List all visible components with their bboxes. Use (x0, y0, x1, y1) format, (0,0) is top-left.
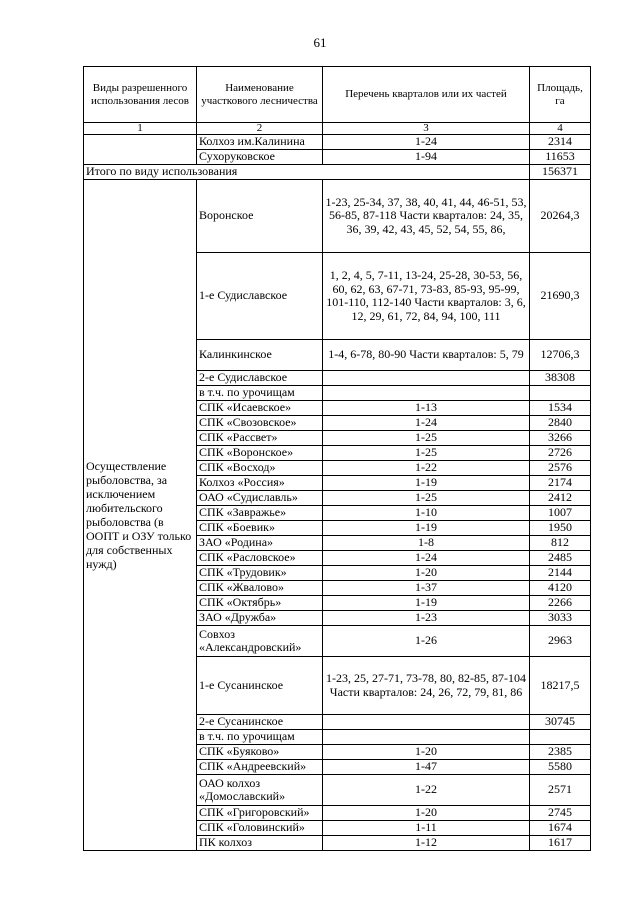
quarters-list: 1-25 (323, 491, 530, 506)
header-area: Площадь, га (530, 67, 591, 123)
area-value: 2963 (530, 626, 591, 657)
area-value (530, 386, 591, 401)
quarters-list: 1-8 (323, 536, 530, 551)
column-number: 2 (197, 123, 323, 135)
subtotal-label: Итого по виду использования (84, 165, 530, 180)
area-value: 2174 (530, 476, 591, 491)
quarters-list (323, 371, 530, 386)
table-row (84, 180, 591, 253)
forest-use-table (83, 66, 591, 851)
quarters-list (323, 715, 530, 730)
table-row (84, 135, 591, 150)
forestry-name: в т.ч. по урочищам (197, 730, 323, 745)
area-value: 1674 (530, 821, 591, 836)
area-value: 1617 (530, 836, 591, 851)
column-number: 4 (530, 123, 591, 135)
area-value: 1007 (530, 506, 591, 521)
area-value: 4120 (530, 581, 591, 596)
area-value: 3266 (530, 431, 591, 446)
column-number: 1 (84, 123, 197, 135)
area-value: 20264,3 (530, 180, 591, 253)
quarters-list: 1-20 (323, 806, 530, 821)
forestry-name: СПК «Трудовик» (197, 566, 323, 581)
header-quarters-list: Перечень кварталов или их частей (323, 67, 530, 123)
quarters-list: 1-20 (323, 566, 530, 581)
quarters-list: 1-11 (323, 821, 530, 836)
quarters-list (323, 386, 530, 401)
forestry-name: ЗАО «Дружба» (197, 611, 323, 626)
area-value (530, 730, 591, 745)
subtotal-area: 156371 (530, 165, 591, 180)
forestry-name: 2-е Сусанинское (197, 715, 323, 730)
forestry-name: Колхоз «Россия» (197, 476, 323, 491)
quarters-list: 1-10 (323, 506, 530, 521)
quarters-list: 1-94 (323, 150, 530, 165)
forestry-name: Калинкинское (197, 340, 323, 371)
forestry-name: ОАО колхоз «Домославский» (197, 775, 323, 806)
area-value: 2576 (530, 461, 591, 476)
quarters-list: 1-12 (323, 836, 530, 851)
area-value: 2385 (530, 745, 591, 760)
area-value: 2314 (530, 135, 591, 150)
quarters-list: 1, 2, 4, 5, 7-11, 13-24, 25-28, 30-53, 56, 60, 62, 63, 67-71, 73-83, 85-93, 95-99, 101-110, 112-140 Части кварталов: 3, 6, 12, 29, 61, 72, 84, 94, 100, 111 (323, 253, 530, 340)
area-value: 812 (530, 536, 591, 551)
column-number: 3 (323, 123, 530, 135)
area-value: 3033 (530, 611, 591, 626)
quarters-list: 1-4, 6-78, 80-90 Части кварталов: 5, 79 (323, 340, 530, 371)
forestry-name: СПК «Григоровский» (197, 806, 323, 821)
forestry-name: СПК «Буяково» (197, 745, 323, 760)
area-value: 2571 (530, 775, 591, 806)
quarters-list: 1-24 (323, 551, 530, 566)
area-value: 2745 (530, 806, 591, 821)
area-value: 1950 (530, 521, 591, 536)
quarters-list: 1-13 (323, 401, 530, 416)
forestry-name: СПК «Исаевское» (197, 401, 323, 416)
area-value: 2412 (530, 491, 591, 506)
header-use-type: Виды разрешенного использования лесов (84, 67, 197, 123)
quarters-list: 1-19 (323, 476, 530, 491)
quarters-list: 1-24 (323, 416, 530, 431)
quarters-list: 1-37 (323, 581, 530, 596)
forestry-name: ОАО «Судиславль» (197, 491, 323, 506)
use-type-purpose: Осуществление рыболовства, за исключением любительского рыболовства (в ООПТ и ОЗУ только для собственных нужд) (84, 180, 197, 851)
forestry-name: ПК колхоз (197, 836, 323, 851)
subtotal-row (84, 165, 591, 180)
forestry-name: Колхоз им.Калинина (197, 135, 323, 150)
forestry-name: СПК «Воронское» (197, 446, 323, 461)
page-number: 61 (313, 35, 327, 50)
quarters-list: 1-25 (323, 446, 530, 461)
area-value: 1534 (530, 401, 591, 416)
forestry-name: Воронское (197, 180, 323, 253)
forestry-name: 1-е Сусанинское (197, 657, 323, 715)
purpose-cell-continued (84, 135, 197, 165)
area-value: 18217,5 (530, 657, 591, 715)
area-value: 38308 (530, 371, 591, 386)
forestry-name: СПК «Завражье» (197, 506, 323, 521)
area-value: 5580 (530, 760, 591, 775)
forestry-name: СПК «Октябрь» (197, 596, 323, 611)
area-value: 11653 (530, 150, 591, 165)
forestry-name: Сухоруковское (197, 150, 323, 165)
area-value: 21690,3 (530, 253, 591, 340)
area-value: 30745 (530, 715, 591, 730)
area-value: 2144 (530, 566, 591, 581)
quarters-list: 1-24 (323, 135, 530, 150)
area-value: 2840 (530, 416, 591, 431)
header-forestry-name: Наименование участкового лесничества (197, 67, 323, 123)
forestry-name: СПК «Жвалово» (197, 581, 323, 596)
area-value: 2485 (530, 551, 591, 566)
area-value: 2726 (530, 446, 591, 461)
area-value: 12706,3 (530, 340, 591, 371)
forestry-name: СПК «Головинский» (197, 821, 323, 836)
forestry-name: СПК «Боевик» (197, 521, 323, 536)
forestry-name: 2-е Судиславское (197, 371, 323, 386)
forestry-name: в т.ч. по урочищам (197, 386, 323, 401)
quarters-list: 1-22 (323, 775, 530, 806)
forestry-name: СПК «Рассвет» (197, 431, 323, 446)
quarters-list (323, 730, 530, 745)
forestry-name: Совхоз «Александровский» (197, 626, 323, 657)
quarters-list: 1-47 (323, 760, 530, 775)
forestry-name: СПК «Андреевский» (197, 760, 323, 775)
quarters-list: 1-26 (323, 626, 530, 657)
forestry-name: СПК «Расловское» (197, 551, 323, 566)
quarters-list: 1-23, 25-34, 37, 38, 40, 41, 44, 46-51, 53, 56-85, 87-118 Части кварталов: 24, 35, 36, 39, 42, 43, 45, 52, 54, 55, 86, (323, 180, 530, 253)
quarters-list: 1-23, 25, 27-71, 73-78, 80, 82-85, 87-104 Части кварталов: 24, 26, 72, 79, 81, 86 (323, 657, 530, 715)
area-value: 2266 (530, 596, 591, 611)
header-row (84, 67, 591, 123)
quarters-list: 1-19 (323, 596, 530, 611)
forestry-name: СПК «Восход» (197, 461, 323, 476)
quarters-list: 1-19 (323, 521, 530, 536)
quarters-list: 1-20 (323, 745, 530, 760)
column-number-row (84, 123, 591, 135)
quarters-list: 1-23 (323, 611, 530, 626)
quarters-list: 1-22 (323, 461, 530, 476)
forestry-name: СПК «Свозовское» (197, 416, 323, 431)
forestry-name: 1-е Судиславское (197, 253, 323, 340)
forestry-name: ЗАО «Родина» (197, 536, 323, 551)
quarters-list: 1-25 (323, 431, 530, 446)
